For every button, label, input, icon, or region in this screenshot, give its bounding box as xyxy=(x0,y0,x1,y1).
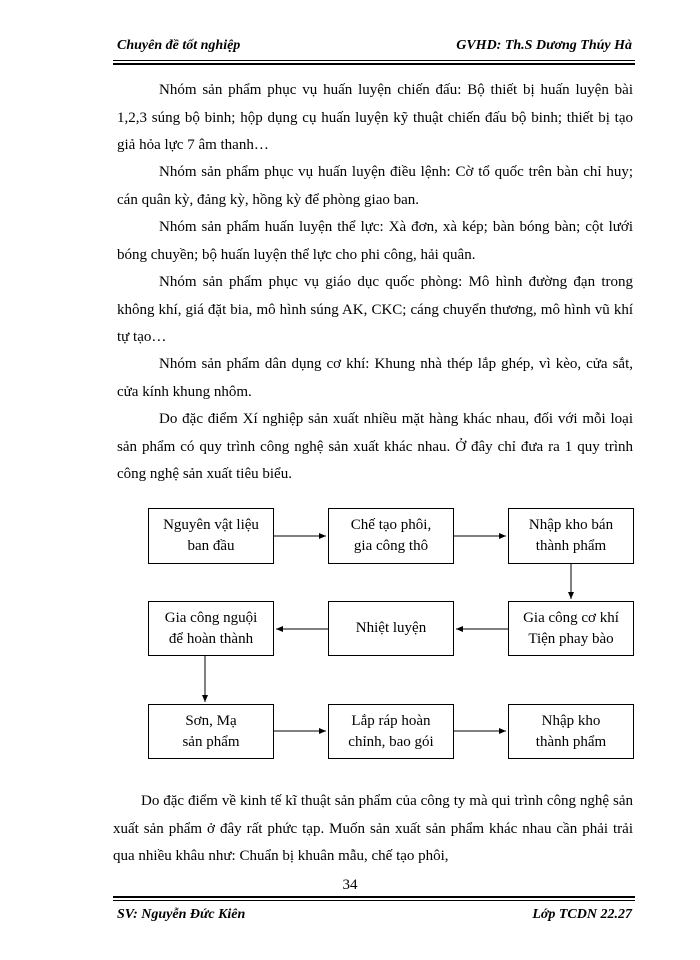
paragraph-process-intro: Do đặc điểm Xí nghiệp sản xuất nhiều mặt hàng khác nhau, đối với mỗi loại sản phẩm có quy trình công nghệ sản xuất khác nhau. Ở đây chỉ đưa ra 1 quy trình công nghệ sản xuất tiêu biểu. xyxy=(117,411,633,482)
paragraph-closing: Do đặc điểm về kinh tế kĩ thuật sản phẩm của công ty mà qui trình công nghệ sản xuất sản phẩm ở đây rất phức tạp. Muốn sản xuất sản phẩm khác nhau cần phải trải qua nhiều khâu như: Chuẩn bị khuân mẫu, chế tạo phôi, xyxy=(113,793,633,864)
flow-step-assembly-packing: Lắp ráp hoàn chỉnh, bao gói xyxy=(328,704,454,759)
flow-step-plating: Sơn, Mạ sản phẩm xyxy=(148,704,274,759)
footer-right: Lớp TCDN 22.27 xyxy=(532,907,632,922)
paragraph-combat-training: Nhóm sản phẩm phục vụ huấn luyện chiến đấu: Bộ thiết bị huấn luyện bài 1,2,3 súng bộ binh; hộp dụng cụ huấn luyện kỹ thuật chiến đấu bộ binh; thiết bị tạo giả hỏa lực 7 âm thanh… xyxy=(117,82,633,153)
footer-rule-thick xyxy=(113,896,635,898)
paragraph-civil-mechanical: Nhóm sản phẩm dân dụng cơ khí: Khung nhà thép lắp ghép, vì kèo, cửa sắt, cửa kính khung nhôm. xyxy=(117,356,633,400)
flow-step-semi-finished-storage: Nhập kho bán thành phẩm xyxy=(508,508,634,564)
flow-step-finished-storage: Nhập kho thành phẩm xyxy=(508,704,634,759)
flow-step-heat-treatment: Nhiệt luyện xyxy=(328,601,454,656)
header-right: GVHD: Th.S Dương Thúy Hà xyxy=(456,38,632,53)
paragraph-regulation-training: Nhóm sản phẩm phục vụ huấn luyện điều lệnh: Cờ tổ quốc trên bàn chỉ huy; cán quân kỳ, đảng kỳ, hồng kỳ để phòng giao ban. xyxy=(117,164,633,208)
paragraph-fitness-training: Nhóm sản phẩm huấn luyện thể lực: Xà đơn, xà kép; bàn bóng bàn; cột lưới bóng chuyền; bộ huấn luyện thể lực cho phi công, hải quân. xyxy=(117,219,633,263)
paragraph-defense-education: Nhóm sản phẩm phục vụ giáo dục quốc phòng: Mô hình đường đạn trong không khí, giá đặt bia, mô hình súng AK, CKC; cáng chuyển thương, mô hình vũ khí tự tạo… xyxy=(117,274,633,345)
header-left: Chuyên đề tốt nghiệp xyxy=(117,38,241,53)
footer-left: SV: Nguyễn Đức Kiên xyxy=(117,907,246,922)
flow-step-fitting-finish: Gia công nguội để hoàn thành xyxy=(148,601,274,656)
flow-step-machining: Gia công cơ khí Tiện phay bào xyxy=(508,601,634,656)
flow-step-raw-materials: Nguyên vật liệu ban đầu xyxy=(148,508,274,564)
flow-step-blank-forming: Chế tạo phôi, gia công thô xyxy=(328,508,454,564)
page-number: 34 xyxy=(342,877,358,893)
footer-rule-thin xyxy=(113,900,635,901)
